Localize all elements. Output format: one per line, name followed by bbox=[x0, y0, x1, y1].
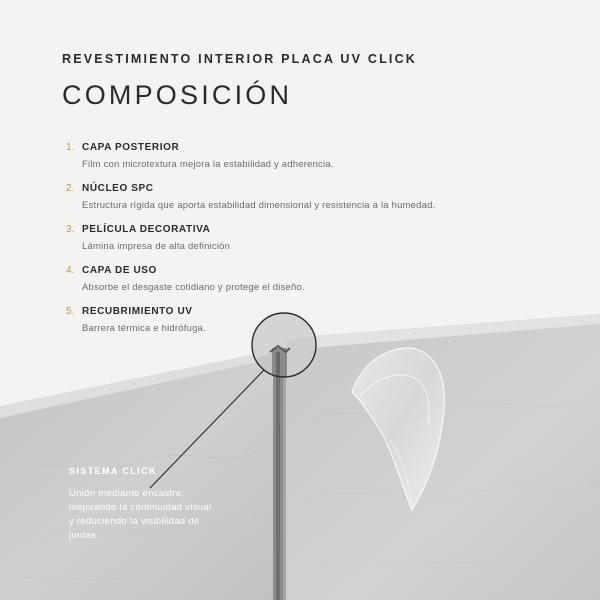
layer-item bbox=[66, 183, 536, 224]
layer-list bbox=[66, 142, 536, 347]
layer-item bbox=[66, 224, 536, 265]
header bbox=[62, 52, 417, 111]
layer-name: RECUBRIMIENTO UV bbox=[82, 306, 193, 317]
layer-number: 1. bbox=[66, 142, 75, 153]
layer-name: PELÍCULA DECORATIVA bbox=[82, 224, 211, 235]
layer-number: 2. bbox=[66, 183, 75, 194]
layer-item bbox=[66, 306, 536, 347]
layer-item bbox=[66, 142, 536, 183]
layer-item bbox=[66, 265, 536, 306]
layer-number: 4. bbox=[66, 265, 75, 276]
layer-description: Lámina impresa de alta definición bbox=[82, 241, 231, 252]
layer-number: 5. bbox=[66, 306, 75, 317]
layer-description: Absorbe el desgaste cotidiano y protege el diseño. bbox=[82, 282, 305, 293]
click-system-description: Unión mediante encastre, mejorando la continuidad visual y reduciendo la visibilidad de juntas. bbox=[69, 488, 212, 541]
layer-description: Film con microtextura mejora la estabilidad y adherencia. bbox=[82, 159, 334, 170]
layer-description: Barrera térmica e hidrófuga. bbox=[82, 323, 206, 334]
right-panel bbox=[286, 314, 600, 600]
click-system-title: SISTEMA CLICK bbox=[69, 466, 157, 476]
page-subtitle: REVESTIMIENTO INTERIOR PLACA UV CLICK bbox=[62, 52, 418, 66]
page-title: COMPOSICIÓN bbox=[62, 80, 293, 110]
layer-number: 3. bbox=[66, 224, 75, 235]
layer-description: Estructura rígida que aporta estabilidad dimensional y resistencia a la humedad. bbox=[82, 200, 436, 211]
layer-name: NÚCLEO SPC bbox=[82, 183, 154, 194]
layer-name: CAPA DE USO bbox=[82, 265, 157, 276]
click-joint bbox=[273, 352, 286, 600]
click-system-label bbox=[69, 466, 219, 543]
layer-name: CAPA POSTERIOR bbox=[82, 142, 180, 153]
